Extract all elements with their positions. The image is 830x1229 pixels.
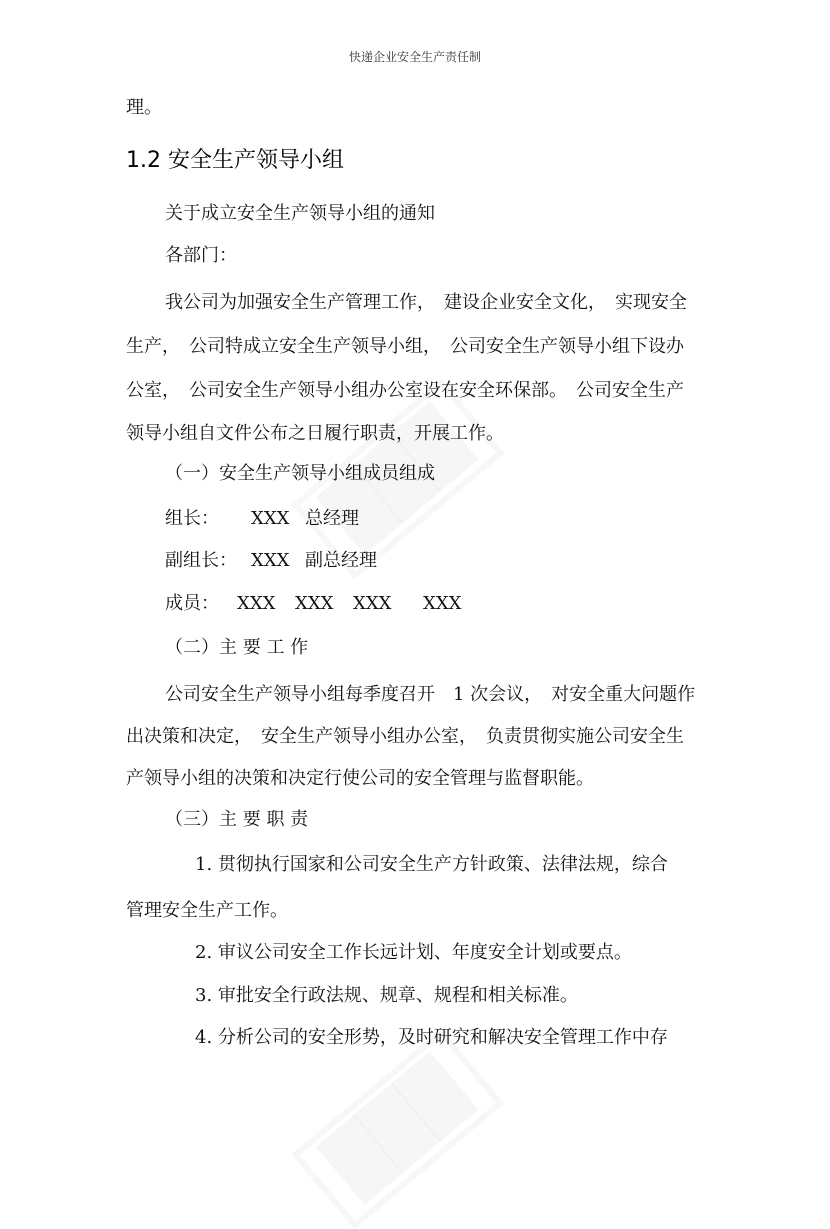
leader-title: 总经理 — [305, 508, 359, 529]
running-header: 快递企业安全生产责任制 — [348, 50, 481, 64]
list-item-cont: 管理安全生产工作。 — [126, 900, 288, 921]
deputy-label: 副组长： — [165, 550, 237, 571]
list-item: 2. 审议公司安全工作长远计划、年度安全计划或要点。 — [195, 942, 632, 963]
paragraph-line: 公室， 公司安全生产领导小组办公室设在安全环保部。 公司安全生产 — [126, 380, 684, 401]
subsection-title: （二）主 要 工 作 — [165, 637, 309, 658]
member-name: XXX — [295, 593, 334, 614]
section-heading: 1.2 安全生产领导小组 — [126, 148, 344, 173]
deputy-name: XXX — [251, 550, 290, 571]
paragraph-line: 出决策和决定， 安全生产领导小组办公室， 负责贯彻实施公司安全生 — [126, 726, 684, 747]
paragraph-line: 我公司为加强安全生产管理工作， 建设企业安全文化， 实现安全 — [165, 292, 687, 313]
list-item: 1. 贯彻执行国家和公司安全生产方针政策、法律法规，综合 — [195, 854, 668, 875]
deputy-title: 副总经理 — [305, 550, 377, 571]
deputy-row — [165, 548, 377, 574]
leader-label: 组长： — [165, 508, 219, 529]
watermark — [291, 1029, 504, 1229]
salutation: 各部门： — [165, 245, 237, 266]
members-row — [165, 591, 461, 617]
leader-name: XXX — [251, 508, 290, 529]
list-item: 3. 审批安全行政法规、规章、规程和相关标准。 — [195, 985, 578, 1006]
leader-row — [165, 506, 359, 532]
subsection-title: （一）安全生产领导小组成员组成 — [165, 463, 435, 484]
paragraph-line: 公司安全生产领导小组每季度召开 1 次会议， 对安全重大问题作 — [165, 684, 696, 705]
list-item: 4. 分析公司的安全形势，及时研究和解决安全管理工作中存 — [195, 1027, 668, 1048]
paragraph-line: 生产， 公司特成立安全生产领导小组， 公司安全生产领导小组下设办 — [126, 336, 684, 357]
paragraph-line: 产领导小组的决策和决定行使公司的安全管理与监督职能。 — [126, 768, 594, 789]
member-name: XXX — [237, 593, 276, 614]
subsection-title: （三）主 要 职 责 — [165, 809, 309, 830]
notice-title: 关于成立安全生产领导小组的通知 — [165, 203, 435, 224]
member-name: XXX — [353, 593, 392, 614]
paragraph-line: 领导小组自文件公布之日履行职责，开展工作。 — [126, 423, 504, 444]
member-name: XXX — [423, 593, 462, 614]
continued-text: 理。 — [126, 97, 162, 118]
members-label: 成员： — [165, 593, 219, 614]
